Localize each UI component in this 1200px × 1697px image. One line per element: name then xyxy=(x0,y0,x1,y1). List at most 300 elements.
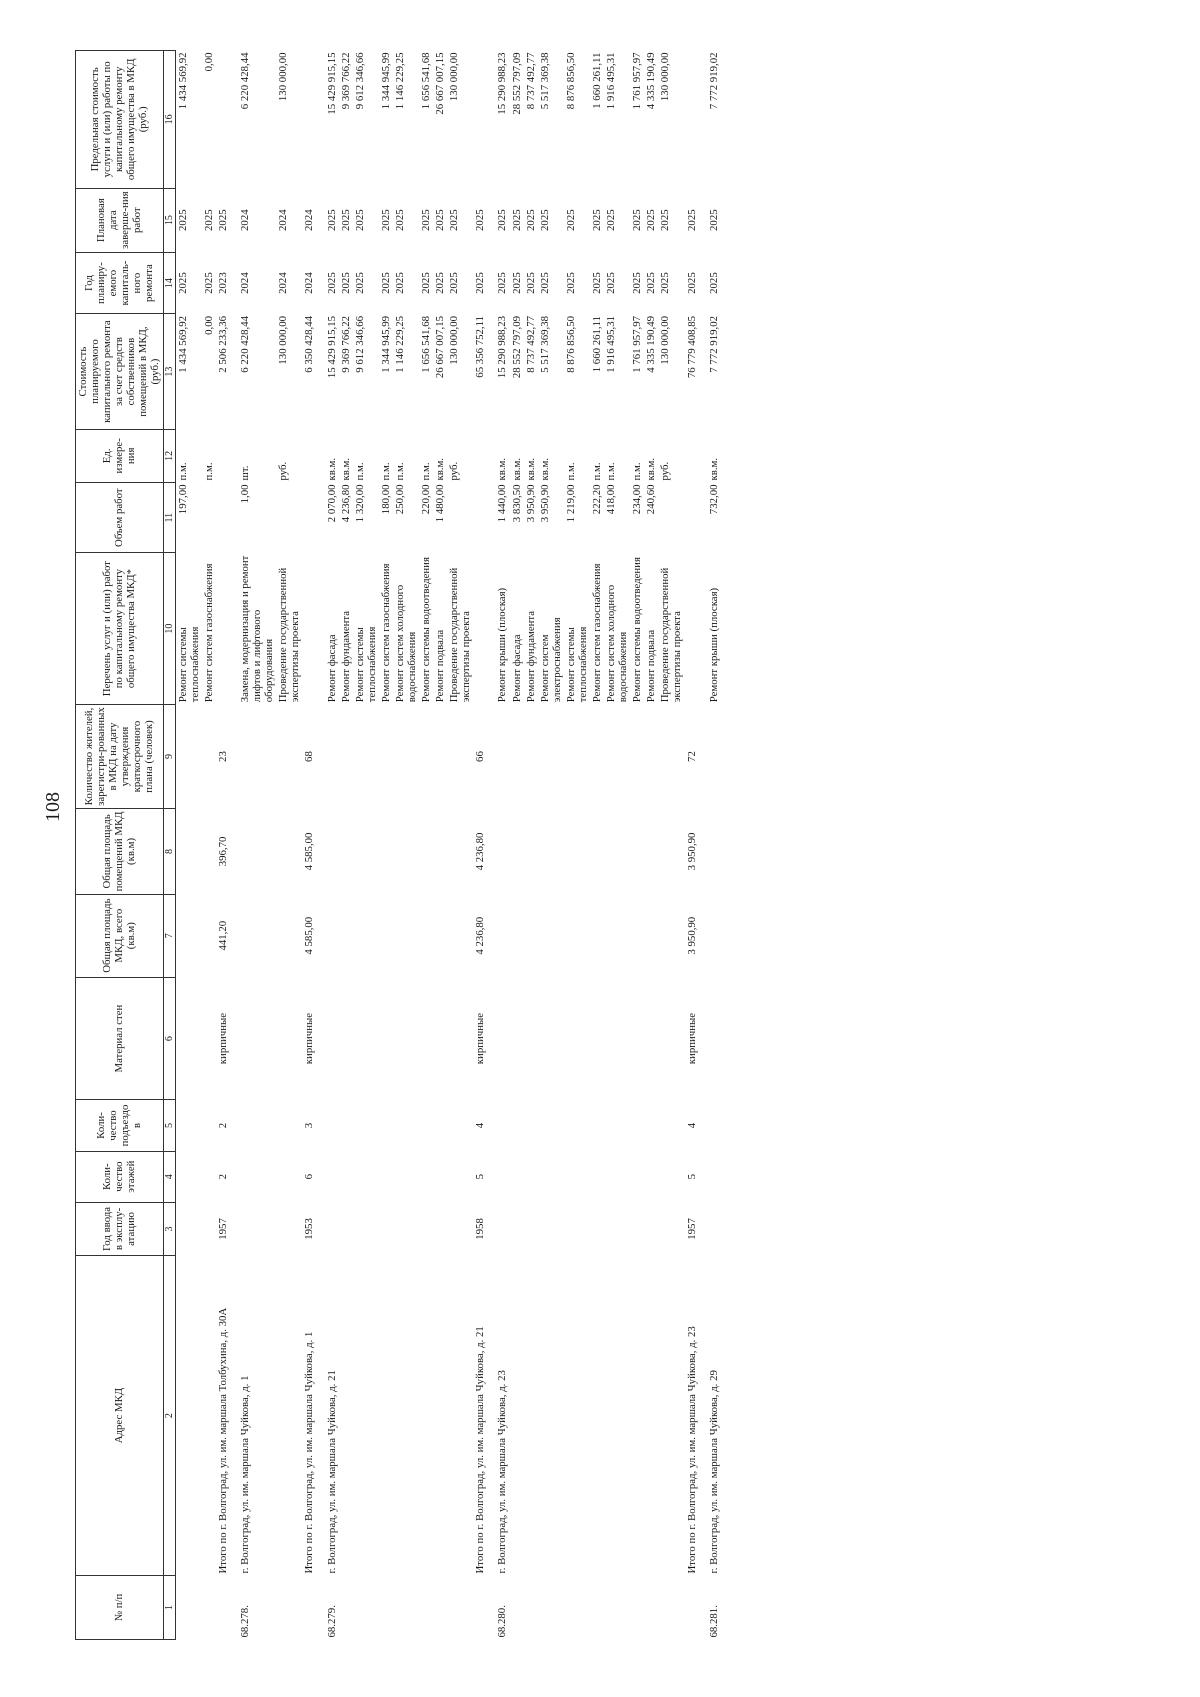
completion-year-cell: 2024 xyxy=(303,209,316,231)
premises-area-cell xyxy=(419,809,433,894)
premises-area-cell xyxy=(339,809,353,894)
header-cell: № п/п xyxy=(76,1576,164,1640)
completion-year-cell: 2025 xyxy=(353,209,366,231)
work-volume-cell xyxy=(447,482,473,552)
total-area-cell xyxy=(276,894,302,977)
entrances-cell xyxy=(235,1100,276,1151)
total-area-cell: 4 585,00 xyxy=(303,916,316,955)
repair-year-cell: 2025 xyxy=(496,272,509,294)
wall-material-cell xyxy=(235,977,276,1100)
header-cell: Стоимость планируемого капитального ремонта за счет средств собственников помещений в МКД, (руб.) xyxy=(76,314,164,429)
repair-year-cell: 2025 xyxy=(707,272,720,294)
planned-cost-cell: 130 000,00 xyxy=(659,316,672,365)
wall-material-cell xyxy=(447,977,473,1100)
residents-count-cell xyxy=(492,704,509,809)
table-row xyxy=(492,51,509,1640)
entrances-cell xyxy=(630,1100,644,1151)
column-number: 2 xyxy=(163,1256,175,1576)
address-cell xyxy=(538,1256,564,1576)
wall-material-cell xyxy=(339,977,353,1100)
max-cost-cell: 1 916 495,31 xyxy=(605,52,618,110)
work-volume-cell xyxy=(202,482,216,552)
unit-cell xyxy=(216,429,235,482)
residents-count-cell xyxy=(630,704,644,809)
column-number: 11 xyxy=(163,482,175,552)
address-cell xyxy=(419,1256,433,1576)
table-row xyxy=(510,51,524,1640)
total-area-cell xyxy=(492,894,509,977)
table-row xyxy=(564,51,590,1640)
max-cost-cell: 9 369 766,22 xyxy=(339,52,352,110)
header-cell: Общая площадь МКД, всего (кв.м) xyxy=(76,894,164,977)
unit-cell: п.м. xyxy=(564,462,577,481)
work-volume-cell: 2 070,00 xyxy=(325,484,338,523)
completion-year-cell: 2025 xyxy=(448,209,461,231)
work-type-cell: Ремонт систем газоснабжения xyxy=(591,563,603,703)
floors-cell xyxy=(235,1151,276,1202)
entrances-cell xyxy=(704,1100,721,1151)
unit-cell: п.м. xyxy=(631,462,644,481)
column-number: 7 xyxy=(163,894,175,977)
table-row xyxy=(644,51,658,1640)
planned-cost-cell: 4 335 190,49 xyxy=(645,316,658,373)
row-number-cell xyxy=(276,1576,302,1640)
completion-year-cell: 2025 xyxy=(707,209,720,231)
work-type-cell: Ремонт крыши (плоская) xyxy=(707,587,720,703)
address-cell xyxy=(276,1256,302,1576)
premises-area-cell xyxy=(704,809,721,894)
repair-year-cell: 2025 xyxy=(420,272,433,294)
entrances-cell xyxy=(433,1100,447,1151)
total-row xyxy=(216,51,235,1640)
address-cell xyxy=(175,1256,202,1576)
work-volume-cell: 1 440,00 xyxy=(496,484,509,523)
residents-count-cell xyxy=(353,704,379,809)
table-row xyxy=(704,51,721,1640)
total-area-cell xyxy=(604,894,630,977)
address-cell xyxy=(630,1256,644,1576)
wall-material-cell xyxy=(393,977,419,1100)
unit-cell: п.м. xyxy=(605,462,618,481)
unit-cell xyxy=(685,429,704,482)
table-row xyxy=(604,51,630,1640)
floors-cell xyxy=(419,1151,433,1202)
repair-year-cell: 2025 xyxy=(448,272,461,294)
row-number-cell xyxy=(658,1576,684,1640)
repair-plan-table xyxy=(75,50,721,1640)
completion-year-cell: 2024 xyxy=(277,209,290,231)
entrances-cell: 4 xyxy=(474,1122,487,1129)
work-type-cell: Ремонт систем газоснабжения xyxy=(379,563,392,703)
commission-year-cell xyxy=(276,1202,302,1255)
commission-year-cell xyxy=(433,1202,447,1255)
header-cell: Коли-чество подъездо в xyxy=(76,1100,164,1151)
commission-year-cell: 1953 xyxy=(303,1218,316,1240)
total-area-cell xyxy=(419,894,433,977)
address-cell xyxy=(447,1256,473,1576)
work-volume-cell xyxy=(658,482,684,552)
max-cost-cell xyxy=(473,51,492,189)
residents-count-cell xyxy=(379,704,393,809)
wall-material-cell xyxy=(604,977,630,1100)
commission-year-cell xyxy=(235,1202,276,1255)
address-cell xyxy=(644,1256,658,1576)
commission-year-cell xyxy=(202,1202,216,1255)
row-number-cell xyxy=(339,1576,353,1640)
entrances-cell xyxy=(492,1100,509,1151)
premises-area-cell xyxy=(379,809,393,894)
entrances-cell xyxy=(202,1100,216,1151)
repair-year-cell: 2025 xyxy=(379,272,392,294)
completion-year-cell: 2025 xyxy=(474,209,487,231)
completion-year-cell: 2025 xyxy=(202,209,215,231)
entrances-cell xyxy=(644,1100,658,1151)
work-type-cell xyxy=(685,553,704,704)
work-type-cell xyxy=(216,553,235,704)
repair-year-cell: 2025 xyxy=(564,272,577,294)
repair-year-cell: 2025 xyxy=(591,272,603,294)
row-number-cell xyxy=(685,1576,704,1640)
entrances-cell xyxy=(510,1100,524,1151)
wall-material-cell xyxy=(492,977,509,1100)
repair-year-cell: 2024 xyxy=(239,272,252,294)
completion-year-cell: 2025 xyxy=(496,209,509,231)
completion-year-cell: 2025 xyxy=(176,209,189,231)
header-cell: Перечень услуг и (или) работ по капитальному ремонту общего имущества МКД* xyxy=(76,553,164,704)
completion-year-cell: 2025 xyxy=(659,209,672,231)
work-type-cell: Ремонт подвала xyxy=(645,629,658,703)
column-number: 9 xyxy=(163,704,175,809)
planned-cost-cell: 6 220 428,44 xyxy=(239,316,252,373)
row-number-cell: 68.279. xyxy=(325,1605,338,1638)
row-number-cell xyxy=(202,1576,216,1640)
planned-cost-cell: 9 612 346,66 xyxy=(353,316,366,373)
repair-year-cell: 2025 xyxy=(202,272,215,294)
total-area-cell xyxy=(202,894,216,977)
total-area-cell xyxy=(379,894,393,977)
unit-cell: руб. xyxy=(659,461,672,481)
planned-cost-cell: 26 667 007,15 xyxy=(434,316,447,379)
wall-material-cell xyxy=(379,977,393,1100)
residents-count-cell xyxy=(604,704,630,809)
premises-area-cell xyxy=(604,809,630,894)
residents-count-cell xyxy=(538,704,564,809)
table-row xyxy=(433,51,447,1640)
header-cell: Плановая дата заверше-ния работ xyxy=(76,188,164,252)
wall-material-cell: кирпичные xyxy=(474,1012,487,1065)
entrances-cell xyxy=(524,1100,538,1151)
floors-cell xyxy=(644,1151,658,1202)
entrances-cell xyxy=(393,1100,419,1151)
work-type-cell: Ремонт системы водоотведения xyxy=(420,557,433,703)
wall-material-cell xyxy=(175,977,202,1100)
planned-cost-cell: 15 290 988,23 xyxy=(496,316,509,379)
work-volume-cell: 234,00 xyxy=(631,484,644,515)
address-cell: г. Волгоград, ул. им. маршала Чуйкова, д. 23 xyxy=(496,1370,509,1574)
repair-year-cell: 2025 xyxy=(510,272,523,294)
premises-area-cell xyxy=(447,809,473,894)
total-area-cell xyxy=(538,894,564,977)
premises-area-cell xyxy=(564,809,590,894)
work-volume-cell: 732,00 xyxy=(707,484,720,515)
planned-cost-cell: 2 506 233,36 xyxy=(216,316,229,373)
planned-cost-cell: 5 517 369,38 xyxy=(538,316,551,373)
total-area-cell xyxy=(353,894,379,977)
work-type-cell: Ремонт фасада xyxy=(325,634,338,703)
wall-material-cell: кирпичные xyxy=(685,1012,698,1065)
commission-year-cell xyxy=(524,1202,538,1255)
address-cell: Итого по г. Волгоград, ул. им. маршала Чуйкова, д. 23 xyxy=(685,1326,698,1574)
premises-area-cell: 3 950,90 xyxy=(685,832,698,871)
table-row xyxy=(276,51,302,1640)
commission-year-cell xyxy=(564,1202,590,1255)
completion-year-cell: 2025 xyxy=(564,209,577,231)
table-row xyxy=(658,51,684,1640)
total-area-cell xyxy=(644,894,658,977)
header-cell: Материал стен xyxy=(76,977,164,1100)
repair-year-cell: 2023 xyxy=(216,272,229,294)
column-number: 15 xyxy=(163,188,175,252)
total-area-cell xyxy=(564,894,590,977)
floors-cell xyxy=(524,1151,538,1202)
column-number: 10 xyxy=(163,553,175,704)
max-cost-cell: 8 876 856,50 xyxy=(564,52,577,110)
entrances-cell xyxy=(658,1100,684,1151)
total-area-cell xyxy=(447,894,473,977)
max-cost-cell: 28 552 797,09 xyxy=(510,52,523,115)
commission-year-cell xyxy=(447,1202,473,1255)
commission-year-cell xyxy=(630,1202,644,1255)
planned-cost-cell: 0,00 xyxy=(202,316,215,335)
total-area-cell xyxy=(235,894,276,977)
row-number-cell xyxy=(433,1576,447,1640)
table-row xyxy=(538,51,564,1640)
premises-area-cell xyxy=(276,809,302,894)
unit-cell: кв.м. xyxy=(339,457,352,481)
premises-area-cell xyxy=(590,809,604,894)
unit-cell: руб. xyxy=(448,461,461,481)
residents-count-cell: 23 xyxy=(216,751,229,762)
header-cell: Объем работ xyxy=(76,482,164,552)
planned-cost-cell: 28 552 797,09 xyxy=(510,316,523,379)
table-row xyxy=(353,51,379,1640)
work-volume-cell: 1,00 xyxy=(239,484,252,504)
row-number-cell xyxy=(379,1576,393,1640)
work-type-cell: Ремонт фундамента xyxy=(339,610,352,703)
total-area-cell xyxy=(630,894,644,977)
entrances-cell: 2 xyxy=(216,1122,229,1129)
table-row xyxy=(202,51,216,1640)
header-row xyxy=(76,51,164,1640)
address-cell xyxy=(658,1256,684,1576)
unit-cell: руб. xyxy=(277,461,290,481)
planned-cost-cell: 1 434 569,92 xyxy=(176,316,189,373)
work-type-cell: Ремонт систем электроснабжения xyxy=(538,617,563,703)
row-number-cell xyxy=(644,1576,658,1640)
repair-year-cell: 2025 xyxy=(474,272,487,294)
repair-year-cell: 2025 xyxy=(353,272,366,294)
work-volume-cell: 3 950,90 xyxy=(538,484,551,523)
residents-count-cell xyxy=(322,704,339,809)
max-cost-cell: 130 000,00 xyxy=(277,52,290,102)
entrances-cell: 3 xyxy=(303,1122,316,1129)
premises-area-cell xyxy=(644,809,658,894)
work-volume-cell: 222,20 xyxy=(591,484,603,515)
premises-area-cell xyxy=(393,809,419,894)
total-area-cell: 4 236,80 xyxy=(474,916,487,955)
work-volume-cell: 1 320,00 xyxy=(353,484,366,523)
table-row xyxy=(339,51,353,1640)
header-cell: Количество жителей, зарегистри-рованных в МКД на дату утверждения краткосрочного плана (человек) xyxy=(76,704,164,809)
planned-cost-cell: 130 000,00 xyxy=(448,316,461,365)
header-cell: Год ввода в эксплу-атацию xyxy=(76,1202,164,1255)
repair-year-cell: 2025 xyxy=(393,272,406,294)
max-cost-cell: 26 667 007,15 xyxy=(434,52,447,115)
planned-cost-cell: 9 369 766,22 xyxy=(339,316,352,373)
work-type-cell: Ремонт системы теплоснабжения xyxy=(353,626,378,703)
entrances-cell xyxy=(379,1100,393,1151)
max-cost-cell: 130 000,00 xyxy=(659,52,672,102)
wall-material-cell: кирпичные xyxy=(303,1012,316,1065)
address-cell: Итого по г. Волгоград, ул. им. маршала Чуйкова, д. 1 xyxy=(303,1331,316,1574)
commission-year-cell xyxy=(510,1202,524,1255)
entrances-cell xyxy=(175,1100,202,1151)
completion-year-cell: 2025 xyxy=(420,209,433,231)
commission-year-cell xyxy=(590,1202,604,1255)
repair-year-cell: 2025 xyxy=(434,272,447,294)
completion-year-cell: 2025 xyxy=(631,209,644,231)
address-cell xyxy=(524,1256,538,1576)
wall-material-cell xyxy=(510,977,524,1100)
wall-material-cell xyxy=(276,977,302,1100)
work-type-cell: Ремонт систем холодного водоснабжения xyxy=(605,584,630,703)
row-number-cell xyxy=(353,1576,379,1640)
table-row xyxy=(322,51,339,1640)
wall-material-cell: кирпичные xyxy=(216,1012,229,1065)
row-number-cell xyxy=(473,1576,492,1640)
unit-cell: п.м. xyxy=(353,462,366,481)
residents-count-cell xyxy=(419,704,433,809)
total-area-cell xyxy=(393,894,419,977)
work-type-cell: Ремонт подвала xyxy=(434,629,447,703)
total-row xyxy=(685,51,704,1640)
work-volume-cell xyxy=(685,482,704,552)
total-area-cell xyxy=(339,894,353,977)
row-number-cell xyxy=(510,1576,524,1640)
residents-count-cell xyxy=(202,704,216,809)
commission-year-cell xyxy=(538,1202,564,1255)
residents-count-cell xyxy=(644,704,658,809)
unit-cell: кв.м. xyxy=(538,457,551,481)
max-cost-cell: 1 660 261,11 xyxy=(591,52,603,109)
max-cost-cell: 8 737 492,77 xyxy=(524,52,537,110)
residents-count-cell xyxy=(564,704,590,809)
entrances-cell xyxy=(447,1100,473,1151)
address-cell: г. Волгоград, ул. им. маршала Чуйкова, д. 21 xyxy=(325,1370,338,1574)
unit-cell: кв.м. xyxy=(707,457,720,481)
planned-cost-cell: 76 779 408,85 xyxy=(685,316,698,379)
work-volume-cell: 180,00 xyxy=(379,484,392,515)
planned-cost-cell: 15 429 915,15 xyxy=(325,316,338,379)
unit-cell: кв.м. xyxy=(496,457,509,481)
total-area-cell xyxy=(524,894,538,977)
max-cost-cell xyxy=(302,51,321,189)
commission-year-cell xyxy=(339,1202,353,1255)
floors-cell xyxy=(322,1151,339,1202)
floors-cell: 6 xyxy=(303,1173,316,1180)
premises-area-cell xyxy=(492,809,509,894)
total-row xyxy=(302,51,321,1640)
max-cost-cell xyxy=(216,51,235,189)
repair-year-cell: 2025 xyxy=(325,272,338,294)
residents-count-cell: 68 xyxy=(303,751,316,762)
total-area-cell xyxy=(704,894,721,977)
unit-cell: кв.м. xyxy=(524,457,537,481)
work-volume-cell xyxy=(276,482,302,552)
work-volume-cell xyxy=(216,482,235,552)
completion-year-cell: 2025 xyxy=(325,209,338,231)
address-cell xyxy=(379,1256,393,1576)
total-area-cell xyxy=(322,894,339,977)
repair-year-cell: 2024 xyxy=(277,272,290,294)
repair-year-cell: 2025 xyxy=(176,272,189,294)
planned-cost-cell: 1 761 957,97 xyxy=(631,316,644,373)
row-number-cell xyxy=(564,1576,590,1640)
repair-year-cell: 2025 xyxy=(659,272,672,294)
premises-area-cell: 4 585,00 xyxy=(303,832,316,871)
address-cell: г. Волгоград, ул. им. маршала Чуйкова, д. 29 xyxy=(707,1370,720,1574)
address-cell xyxy=(433,1256,447,1576)
wall-material-cell xyxy=(322,977,339,1100)
floors-cell xyxy=(393,1151,419,1202)
residents-count-cell xyxy=(235,704,276,809)
completion-year-cell: 2025 xyxy=(510,209,523,231)
planned-cost-cell: 1 660 261,11 xyxy=(591,316,603,373)
max-cost-cell: 130 000,00 xyxy=(448,52,461,102)
total-area-cell xyxy=(175,894,202,977)
planned-cost-cell: 1 916 495,31 xyxy=(605,316,618,373)
premises-area-cell xyxy=(353,809,379,894)
table-row xyxy=(235,51,276,1640)
max-cost-cell: 1 656 541,68 xyxy=(420,52,433,110)
premises-area-cell xyxy=(658,809,684,894)
completion-year-cell: 2025 xyxy=(605,209,618,231)
address-cell: г. Волгоград, ул. им. маршала Чуйкова, д. 1 xyxy=(239,1375,252,1574)
table-row xyxy=(630,51,644,1640)
wall-material-cell xyxy=(658,977,684,1100)
entrances-cell xyxy=(322,1100,339,1151)
planned-cost-cell: 1 146 229,25 xyxy=(393,316,406,373)
address-cell xyxy=(202,1256,216,1576)
wall-material-cell xyxy=(538,977,564,1100)
column-number: 5 xyxy=(163,1100,175,1151)
header-cell: Предельная стоимость услуги и (или) работы по капитальному ремонту общего имущества в МКД (руб.) xyxy=(76,51,164,189)
work-type-cell: Проведение государственной экспертизы проекта xyxy=(448,567,473,703)
entrances-cell xyxy=(276,1100,302,1151)
unit-cell: п.м. xyxy=(591,462,603,481)
completion-year-cell: 2025 xyxy=(216,209,229,231)
residents-count-cell xyxy=(433,704,447,809)
floors-cell xyxy=(510,1151,524,1202)
unit-cell: шт. xyxy=(239,465,252,481)
address-cell xyxy=(393,1256,419,1576)
floors-cell xyxy=(658,1151,684,1202)
row-number-cell xyxy=(538,1576,564,1640)
work-volume-cell xyxy=(473,482,492,552)
completion-year-cell: 2025 xyxy=(645,209,658,231)
work-volume-cell: 197,00 xyxy=(176,484,189,515)
total-area-cell: 3 950,90 xyxy=(685,916,698,955)
